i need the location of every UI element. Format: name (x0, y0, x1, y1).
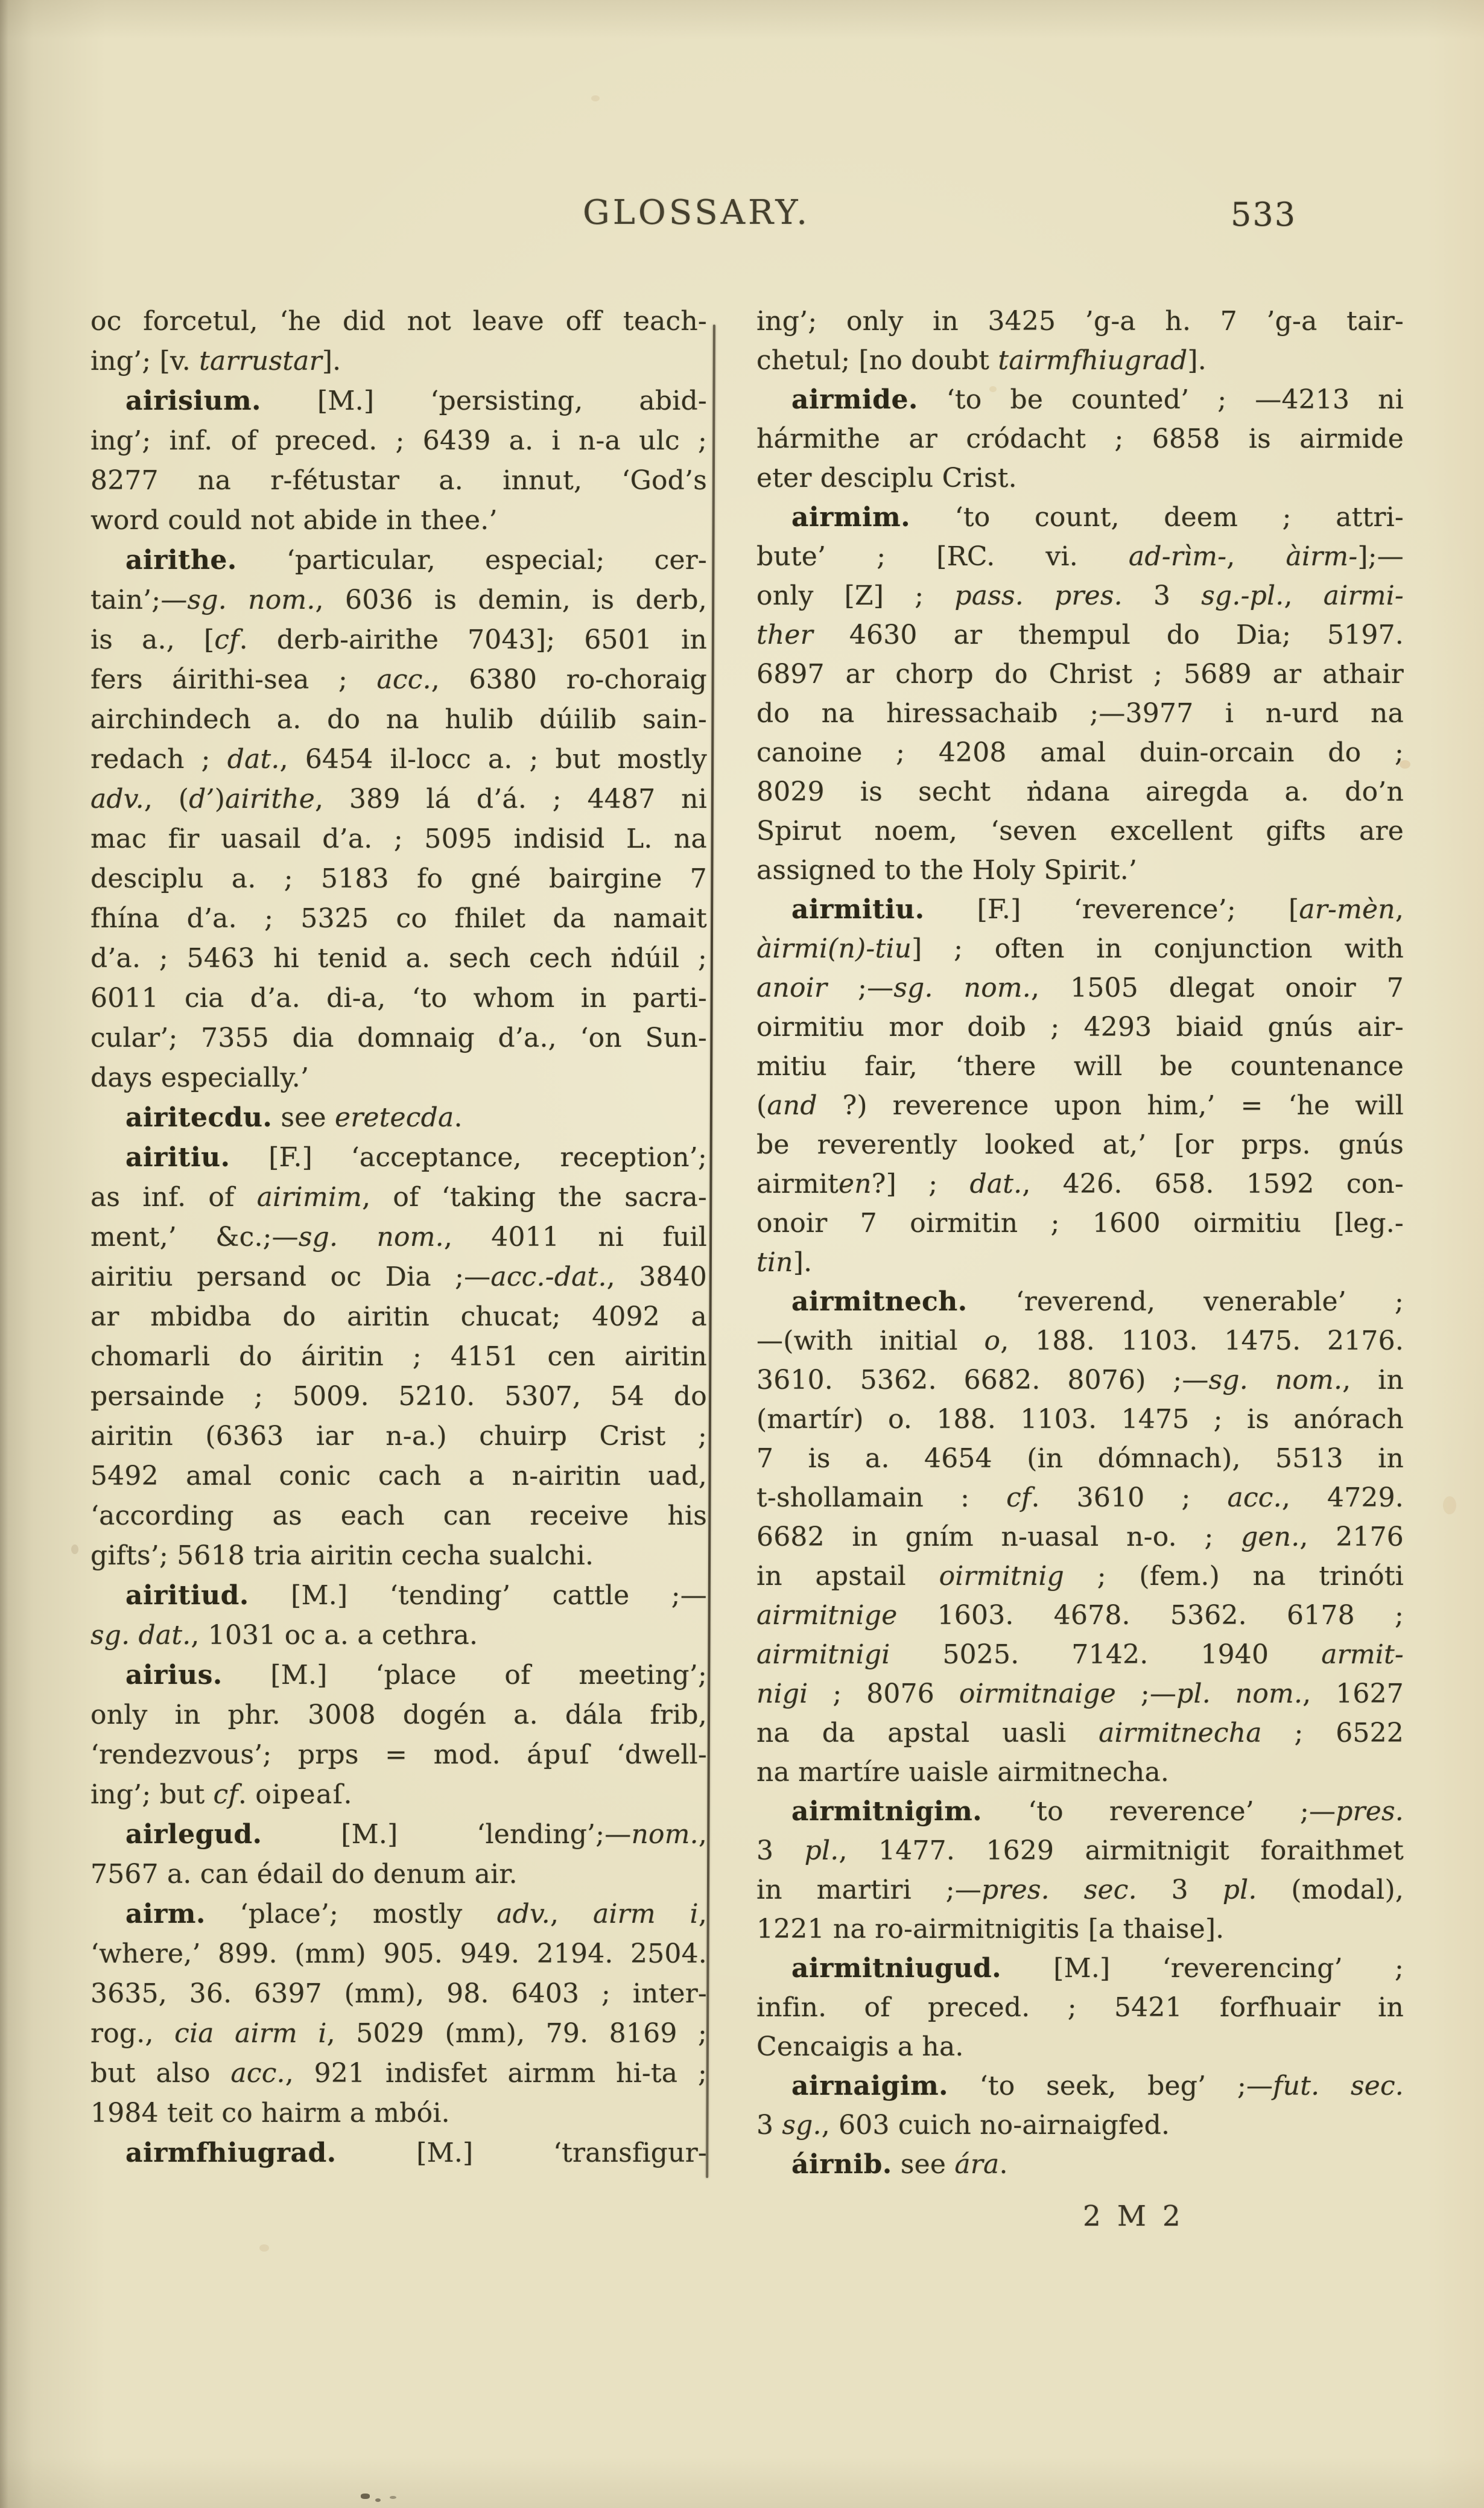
glossary-line: (martír) o. 188. 1103. 1475 ; is anórach (756, 1404, 1404, 1435)
glossary-line: airitiu persand oc Dia ;—acc.-dat., 3840 (90, 1262, 707, 1292)
italic-term: adv. (90, 784, 144, 814)
italic-term: àirm- (1286, 541, 1358, 572)
glossary-line: 8029 is secht ṅdana airegda a. do’n (756, 776, 1404, 807)
italic-term: adv. (496, 1899, 550, 1929)
glossary-line: 3635, 36. 6397 (mm), 98. 6403 ; inter- (90, 1978, 707, 2009)
glossary-line: tin]. (756, 1247, 813, 1278)
glossary-line: in martiri ;—pres. sec. 3 pl. (modal), (756, 1875, 1404, 1905)
page-title: GLOSSARY. (583, 193, 811, 232)
glossary-line: 7567 a. can édail do denum air. (90, 1859, 518, 1890)
glossary-line: airchindech a. do na hulib dúilib sain- (90, 704, 707, 735)
italic-term: pass. pres. (954, 580, 1123, 611)
glossary-line: airithe. ‘particular, especial; cer- (125, 545, 707, 576)
glossary-line: airmitnigi 5025. 7142. 1940 armit- (756, 1639, 1404, 1670)
glossary-line: Spirut noem, ‘seven excellent gifts are (756, 816, 1404, 846)
glossary-line: airitiu. [F.] ‘acceptance, reception’; (125, 1142, 707, 1173)
ink-mark (375, 2498, 381, 2502)
glossary-line: infin. of preced. ; 5421 forfhuair in (756, 1992, 1404, 2023)
glossary-line: airmitnige 1603. 4678. 5362. 6178 ; (756, 1600, 1404, 1631)
italic-term: airmitnige (756, 1600, 898, 1631)
signature-mark: 2 M 2 (1083, 2200, 1184, 2233)
italic-term: eretecda (334, 1102, 454, 1133)
glossary-line: chomarli do áiritin ; 4151 cen airitin (90, 1341, 707, 1372)
glossary-line: airius. [M.] ‘place of meeting’; (125, 1660, 707, 1691)
glossary-line: only [Z] ; pass. pres. 3 sg.-pl., airmi- (756, 580, 1404, 611)
glossary-line: airmitnigim. ‘to reverence’ ;—pres. (791, 1796, 1404, 1827)
italic-term: airimim (256, 1182, 363, 1213)
glossary-line: assigned to the Holy Spirit.’ (756, 855, 1138, 886)
glossary-line: chetul; [no doubt tairmfhiugrad]. (756, 345, 1207, 376)
glossary-line: d’a. ; 5463 hi tenid a. sech cech ṅdúil ; (90, 943, 707, 974)
glossary-line: be reverently looked at,’ [or prps. gnús (756, 1129, 1404, 1160)
paper-speck (71, 1544, 78, 1554)
italic-term: ára (954, 2149, 1000, 2180)
italic-term: ad-rìm- (1128, 541, 1227, 572)
headword: airmitnigim. (791, 1796, 983, 1827)
glossary-line: áirnib. see ára. (791, 2149, 1008, 2180)
glossary-line: 6682 in gním n-uasal n-o. ; gen., 2176 (756, 1522, 1404, 1552)
glossary-line: nigi ; 8076 oirmitnaige ;—pl. nom., 1627 (756, 1678, 1404, 1709)
gaelic-script-word: ápuſ (527, 1739, 591, 1770)
glossary-line: ing’; [v. tarrustar]. (90, 346, 341, 376)
italic-term: airmitnigi (756, 1639, 890, 1670)
italic-term: ther (756, 620, 813, 650)
glossary-line: airmim. ‘to count, deem ; attri- (791, 502, 1404, 533)
glossary-line: 3 sg., 603 cuich no-airnaigfed. (756, 2110, 1170, 2141)
glossary-line: eter desciplu Crist. (756, 463, 1017, 494)
headword: airitiu. (125, 1142, 230, 1173)
italic-term: armit- (1321, 1639, 1404, 1670)
headword: airnaigim. (791, 2071, 948, 2101)
paper-speck (989, 386, 997, 392)
paper-speck (1362, 1145, 1368, 1151)
glossary-line: days especially.’ (90, 1062, 309, 1093)
italic-term: nom. (631, 1819, 699, 1850)
italic-term: pl. (1222, 1875, 1257, 1905)
italic-term: sg. dat. (90, 1620, 191, 1651)
headword: airithe. (125, 545, 237, 576)
italic-term: tin (756, 1247, 793, 1278)
glossary-line: airitecdu. see eretecda. (125, 1102, 463, 1133)
italic-term: dat. (227, 744, 280, 775)
glossary-line: t-shollamain : cf. 3610 ; acc., 4729. (756, 1482, 1404, 1513)
italic-term: en (839, 1169, 872, 1199)
paper-speck (259, 2244, 269, 2252)
glossary-line: mitiu fair, ‘there will be countenance (756, 1051, 1404, 1082)
italic-term: pl. (804, 1835, 839, 1866)
glossary-line: Cencaigis a ha. (756, 2031, 964, 2062)
left-column (90, 302, 707, 2173)
glossary-line: airitiud. [M.] ‘tending’ cattle ;— (125, 1580, 707, 1611)
italic-term: dat. (969, 1169, 1023, 1199)
glossary-line: ing’; but cf. oipeaſ. (90, 1779, 352, 1810)
italic-term: d’ (189, 784, 215, 814)
glossary-line: airisium. [M.] ‘persisting, abid- (125, 386, 707, 416)
italic-term: sg.-pl. (1201, 580, 1284, 611)
italic-term: ar-mèn (1299, 894, 1395, 925)
paper-speck (1443, 1496, 1456, 1514)
glossary-line: sg. dat., 1031 oc a. a cethra. (90, 1620, 478, 1651)
glossary-line: adv., (d’)airithe, 389 lá d’á. ; 4487 ni (90, 784, 707, 814)
glossary-line: gifts’; 5618 tria airitin cecha sualchi. (90, 1540, 594, 1571)
glossary-line: hármithe ar cródacht ; 6858 is airmide (756, 424, 1404, 454)
glossary-line: na da apstal uasli airmitnecha ; 6522 (756, 1718, 1404, 1748)
right-column (756, 302, 1404, 2184)
glossary-line: only in phr. 3008 dogén a. dála frib, (90, 1700, 707, 1730)
glossary-line: 1221 na ro-airmitnigitis [a thaise]. (756, 1914, 1225, 1944)
italic-term: àirmi(n)-tiu (756, 933, 912, 964)
gaelic-script-word: oipeaſ (255, 1779, 344, 1810)
italic-term: cf (213, 1779, 238, 1810)
glossary-line: anoir ;—sg. nom., 1505 dlegat onoir 7 (756, 973, 1404, 1003)
italic-term: anoir (756, 973, 828, 1003)
glossary-line: —(with initial o, 188. 1103. 1475. 2176. (756, 1325, 1404, 1356)
glossary-line: persainde ; 5009. 5210. 5307, 54 do (90, 1381, 707, 1412)
glossary-line: airmide. ‘to be counted’ ; —4213 ni (791, 384, 1404, 415)
italic-term: acc. (230, 2058, 285, 2089)
glossary-line: ‘where,’ 899. (mm) 905. 949. 2194. 2504. (90, 1938, 707, 1969)
italic-term: acc.-dat. (490, 1262, 607, 1292)
glossary-line: ar mbidba do airitin chucat; 4092 a (90, 1301, 707, 1332)
italic-term: pres. sec. (981, 1875, 1137, 1905)
glossary-line: na martíre uaisle airmitnecha. (756, 1757, 1170, 1788)
headword: airmitniugud. (791, 1953, 1002, 1984)
headword: airmide. (791, 384, 918, 415)
glossary-line: 6011 cia d’a. di-a, ‘to whom in parti- (90, 983, 707, 1014)
italic-term: sg. nom. (893, 973, 1031, 1003)
italic-term: cf (1006, 1482, 1032, 1513)
italic-term: airm i (592, 1899, 699, 1929)
italic-term: acc. (1227, 1482, 1282, 1513)
headword: airisium. (125, 386, 261, 416)
glossary-line: mac fir uasail d’a. ; 5095 indisid L. na (90, 824, 707, 854)
glossary-line: airnaigim. ‘to seek, beg’ ;—fut. sec. (791, 2071, 1404, 2101)
page-number: 533 (1231, 195, 1297, 233)
glossary-line: airmitniugud. [M.] ‘reverencing’ ; (791, 1953, 1404, 1984)
glossary-line: tain’;—sg. nom., 6036 is demin, is derb, (90, 585, 707, 615)
italic-term: and (767, 1090, 817, 1121)
italic-term: cia airm i (174, 2018, 327, 2049)
glossary-line: ‘according as each can receive his (90, 1500, 707, 1531)
glossary-line: ‘rendezvous’; prps = mod. ápuſ ‘dwell- (90, 1739, 707, 1770)
ink-mark (361, 2494, 370, 2499)
italic-term: sg. nom. (1208, 1365, 1343, 1395)
italic-term: airithe (225, 784, 315, 814)
ink-mark (390, 2496, 396, 2499)
glossary-line: cular’; 7355 dia domnaig d’a., ‘on Sun- (90, 1023, 707, 1053)
italic-term: tairmfhiugrad (998, 345, 1188, 376)
glossary-line: (and ?) reverence upon him,’ = ‘he will (756, 1090, 1404, 1121)
italic-term: acc. (376, 664, 431, 695)
glossary-line: canoine ; 4208 amal duin-orcain do ; (756, 737, 1404, 768)
italic-term: fut. sec. (1273, 2071, 1404, 2101)
glossary-line: bute’ ; [RC. vi. ad-rìm-, àirm-];— (756, 541, 1404, 572)
italic-term: nigi (756, 1678, 808, 1709)
glossary-line: ing’; inf. of preced. ; 6439 a. i n-a ulc ; (90, 425, 707, 456)
italic-term: pl. nom. (1176, 1678, 1303, 1709)
glossary-line: 3610. 5362. 6682. 8076) ;—sg. nom., in (756, 1365, 1404, 1395)
glossary-line: 3 pl., 1477. 1629 airmitnigit foraithmet (756, 1835, 1404, 1866)
headword: airmitiu. (791, 894, 925, 925)
glossary-line: 7 is a. 4654 (in dómnach), 5513 in (756, 1443, 1404, 1474)
glossary-line: airmiten?] ; dat., 426. 658. 1592 con- (756, 1169, 1404, 1199)
glossary-line: airmitiu. [F.] ‘reverence’; [ar-mèn, (791, 894, 1404, 925)
glossary-line: airm. ‘place’; mostly adv., airm i, (125, 1899, 707, 1929)
paper-speck (1279, 1967, 1285, 1972)
italic-term: sg. nom. (187, 585, 316, 615)
glossary-line: onoir 7 oirmitin ; 1600 oirmitiu [leg.- (756, 1208, 1404, 1239)
italic-term: oirmitnaige (959, 1678, 1116, 1709)
italic-term: cf (214, 624, 239, 655)
glossary-line: but also acc., 921 indisfet airmm hi-ta ; (90, 2058, 707, 2089)
italic-term: airmitnecha (1099, 1718, 1262, 1748)
italic-term: airmi- (1323, 580, 1404, 611)
glossary-line: fers áirithi-sea ; acc., 6380 ro-choraig (90, 664, 707, 695)
glossary-line: desciplu a. ; 5183 fo gné bairgine 7 (90, 863, 707, 894)
glossary-line: airitin (6363 iar n-a.) chuirp Crist ; (90, 1421, 707, 1452)
glossary-line: rog., cia airm i, 5029 (mm), 79. 8169 ; (90, 2018, 707, 2049)
glossary-line: do na hiressachaib ;—3977 i n-urd na (756, 698, 1404, 729)
glossary-line: ther 4630 ar thempul do Dia; 5197. (756, 620, 1404, 650)
italic-term: sg. (782, 2110, 822, 2141)
glossary-line: 8277 na r-fétustar a. innut, ‘God’s (90, 465, 707, 496)
glossary-line: oc forcetul, ‘he did not leave off teach- (90, 306, 707, 337)
italic-term: gen. (1241, 1522, 1300, 1552)
paper-speck (1400, 760, 1410, 769)
headword: airmfhiugrad. (125, 2138, 337, 2168)
glossary-line: àirmi(n)-tiu] ; often in conjunction with (756, 933, 1404, 964)
headword: áirnib. (791, 2149, 892, 2180)
glossary-line: airmitnech. ‘reverend, venerable’ ; (791, 1286, 1404, 1317)
headword: airitiud. (125, 1580, 249, 1611)
glossary-line: 5492 amal conic cach a n-airitin uad, (90, 1461, 707, 1491)
italic-term: sg. nom. (298, 1222, 444, 1252)
headword: airius. (125, 1660, 223, 1691)
glossary-line: as inf. of airimim, of ‘taking the sacra- (90, 1182, 707, 1213)
glossary-line: ment,’ &c.;—sg. nom., 4011 ni fuil (90, 1222, 707, 1252)
headword: airitecdu. (125, 1102, 273, 1133)
italic-term: oirmitnig (939, 1561, 1065, 1592)
italic-term: o (984, 1325, 1001, 1356)
glossary-line: airmfhiugrad. [M.] ‘transfigur- (125, 2138, 707, 2168)
italic-term: pres. (1336, 1796, 1404, 1827)
glossary-line: airlegud. [M.] ‘lending’;—nom., (125, 1819, 707, 1850)
glossary-line: word could not abide in thee.’ (90, 505, 498, 536)
glossary-line: ing’; only in 3425 ’g-a h. 7 ’g-a tair- (756, 306, 1404, 337)
glossary-line: redach ; dat., 6454 il-locc a. ; but mostly (90, 744, 707, 775)
glossary-line: 6897 ar chorp do Christ ; 5689 ar athair (756, 659, 1404, 690)
glossary-line: oirmitiu mor doib ; 4293 biaid gnús air- (756, 1012, 1404, 1043)
paper-speck (591, 95, 600, 101)
headword: airlegud. (125, 1819, 262, 1850)
glossary-line: is a., [cf. derb-airithe 7043]; 6501 in (90, 624, 707, 655)
italic-term: tarrustar (199, 346, 322, 376)
column-divider (706, 325, 715, 2178)
glossary-line: fhína d’a. ; 5325 co fhilet da namait (90, 903, 707, 934)
headword: airm. (125, 1899, 206, 1929)
glossary-line: 1984 teit co hairm a mbói. (90, 2098, 450, 2129)
headword: airmim. (791, 502, 911, 533)
headword: airmitnech. (791, 1286, 968, 1317)
glossary-line: in apstail oirmitnig ; (fem.) na trinóti (756, 1561, 1404, 1592)
